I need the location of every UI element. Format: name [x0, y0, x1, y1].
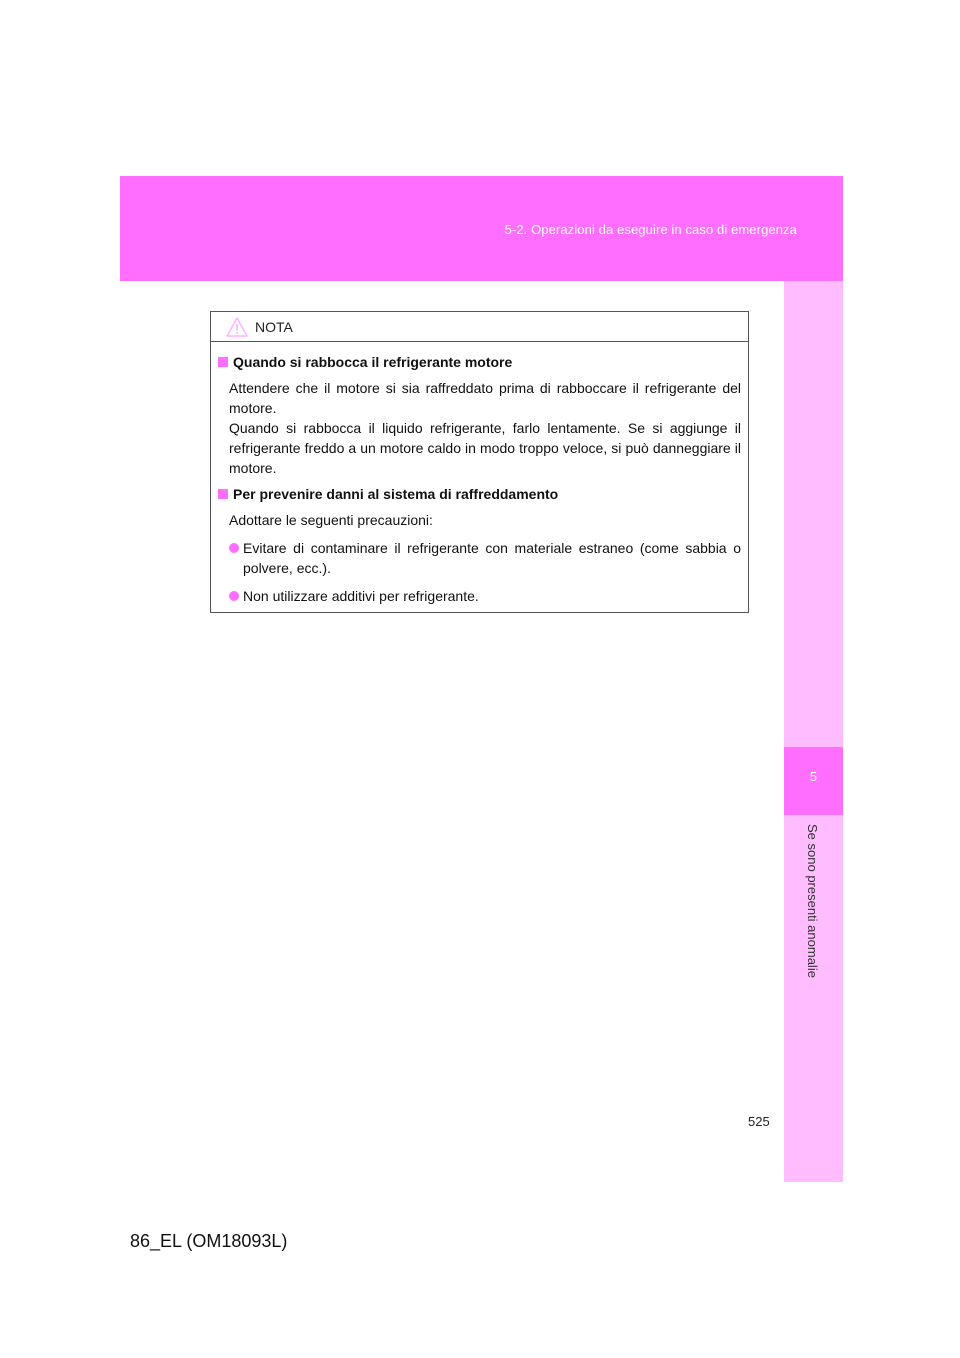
topic: [218, 484, 741, 606]
document-code: 86_EL (OM18093L): [130, 1231, 288, 1251]
notice-label: NOTA: [255, 319, 293, 335]
topic-title-text: Quando si rabbocca il refrigerante motore: [233, 354, 513, 370]
notice-header: [211, 312, 748, 342]
topic-title: [218, 352, 741, 372]
square-bullet-icon: [218, 357, 228, 367]
chapter-number: 5: [809, 769, 818, 784]
circle-bullet-icon: [229, 591, 239, 601]
bullet-text: Evitare di contaminare il refrigerante con materiale estraneo (come sabbia o polvere, ecc.).: [243, 540, 741, 576]
chapter-title-text: Se sono presenti anomalie: [805, 824, 820, 978]
bullet-text: Non utilizzare additivi per refrigerante.: [243, 588, 479, 604]
paragraph-line: Attendere che il motore si sia raffreddato prima di rabboccare il refrigerante del motore.: [229, 380, 741, 416]
topic-title-text: Per prevenire danni al sistema di raffreddamento: [233, 486, 559, 502]
chapter-tab: [784, 747, 843, 815]
circle-bullet-icon: [229, 543, 239, 553]
paragraph-line: Quando si rabbocca il liquido refrigerante, farlo lentamente. Se si aggiunge il refrigerante freddo a un motore caldo in modo troppo veloce, si può danneggiare il motore.: [229, 420, 741, 476]
paragraph: [218, 378, 741, 478]
bullet-item: [218, 586, 741, 606]
topic-title: [218, 484, 741, 504]
notice-body: [211, 342, 748, 606]
page-number: 525: [748, 1114, 770, 1129]
square-bullet-icon: [218, 489, 228, 499]
notice-box: [210, 311, 749, 613]
header-band: [120, 176, 843, 281]
section-title: 5-2. Operazioni da eseguire in caso di emergenza: [504, 222, 797, 237]
topic: [218, 352, 741, 478]
side-tab: [784, 281, 843, 1182]
chapter-title: [784, 824, 843, 1004]
paragraph: Adottare le seguenti precauzioni:: [229, 512, 433, 528]
bullet-item: [218, 538, 741, 578]
warning-triangle-icon: [226, 317, 248, 342]
